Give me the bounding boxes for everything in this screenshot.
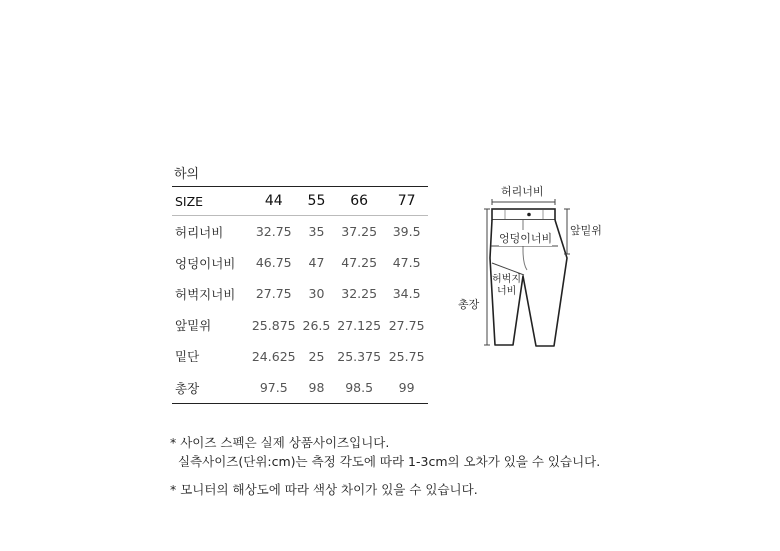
note-monitor-color: * 모니터의 해상도에 따라 색상 차이가 있을 수 있습니다.: [170, 482, 478, 497]
row-value: 24.625: [251, 348, 296, 364]
row-value: 35: [308, 224, 325, 240]
row-value: 47: [308, 255, 325, 271]
thigh-width-label-line2: 너비: [497, 286, 517, 297]
row-value: 47.5: [392, 255, 421, 271]
note-measurement-tolerance: 실측사이즈(단위:cm)는 측정 각도에 따라 1-3cm의 오차가 있을 수 있습니다.: [178, 454, 601, 469]
row-value: 97.5: [259, 380, 288, 396]
row-value: 25.875: [251, 317, 296, 333]
total-length-label: 총장: [458, 298, 480, 311]
row-value: 26.5: [302, 317, 331, 333]
size-header-44: 44: [264, 193, 283, 209]
row-value: 32.25: [341, 286, 378, 302]
row-value: 37.25: [341, 224, 378, 240]
row-value: 98: [308, 380, 325, 396]
table-row-hip: [172, 247, 428, 278]
thigh-width-label-line1: 허벅지: [492, 274, 521, 285]
row-value: 34.5: [392, 286, 421, 302]
row-label: 허벅지너비: [175, 286, 236, 302]
size-header-55: 55: [307, 193, 326, 209]
size-table: [172, 186, 428, 404]
size-header-label: SIZE: [175, 193, 204, 209]
table-row-thigh: [172, 278, 428, 309]
size-header-66: 66: [350, 193, 369, 209]
row-value: 98.5: [345, 380, 374, 396]
row-value: 27.125: [337, 317, 382, 333]
note-actual-size: * 사이즈 스펙은 실제 상품사이즈입니다.: [170, 435, 390, 450]
size-header-row: [172, 187, 428, 216]
row-label: 총장: [175, 380, 200, 396]
row-label: 앞밑위: [175, 318, 212, 334]
row-value: 39.5: [392, 224, 421, 240]
pants-outline-icon: [455, 180, 615, 360]
waist-width-label: 허리너비: [501, 185, 544, 198]
row-value: 25: [308, 348, 325, 364]
row-label: 엉덩이너비: [175, 255, 236, 271]
row-label: 허리너비: [175, 224, 224, 240]
row-value: 25.75: [388, 348, 425, 364]
row-label: 밑단: [175, 349, 200, 365]
front-rise-label: 앞밑위: [570, 224, 602, 237]
hip-width-label: 엉덩이너비: [499, 232, 553, 245]
row-value: 46.75: [255, 255, 292, 271]
table-row-waist: [172, 216, 428, 248]
row-value: 47.25: [341, 255, 378, 271]
pants-measurement-diagram: [455, 180, 615, 360]
row-value: 27.75: [255, 286, 292, 302]
row-value: 27.75: [388, 317, 425, 333]
section-title: 하의: [174, 167, 200, 182]
row-value: 99: [398, 380, 415, 396]
table-row-hem: [172, 341, 428, 372]
row-value: 30: [308, 286, 325, 302]
table-row-length: [172, 372, 428, 404]
row-value: 25.375: [337, 348, 382, 364]
row-value: 32.75: [255, 224, 292, 240]
table-row-front-rise: [172, 310, 428, 341]
size-notes: [170, 433, 600, 499]
size-header-77: 77: [397, 193, 416, 209]
